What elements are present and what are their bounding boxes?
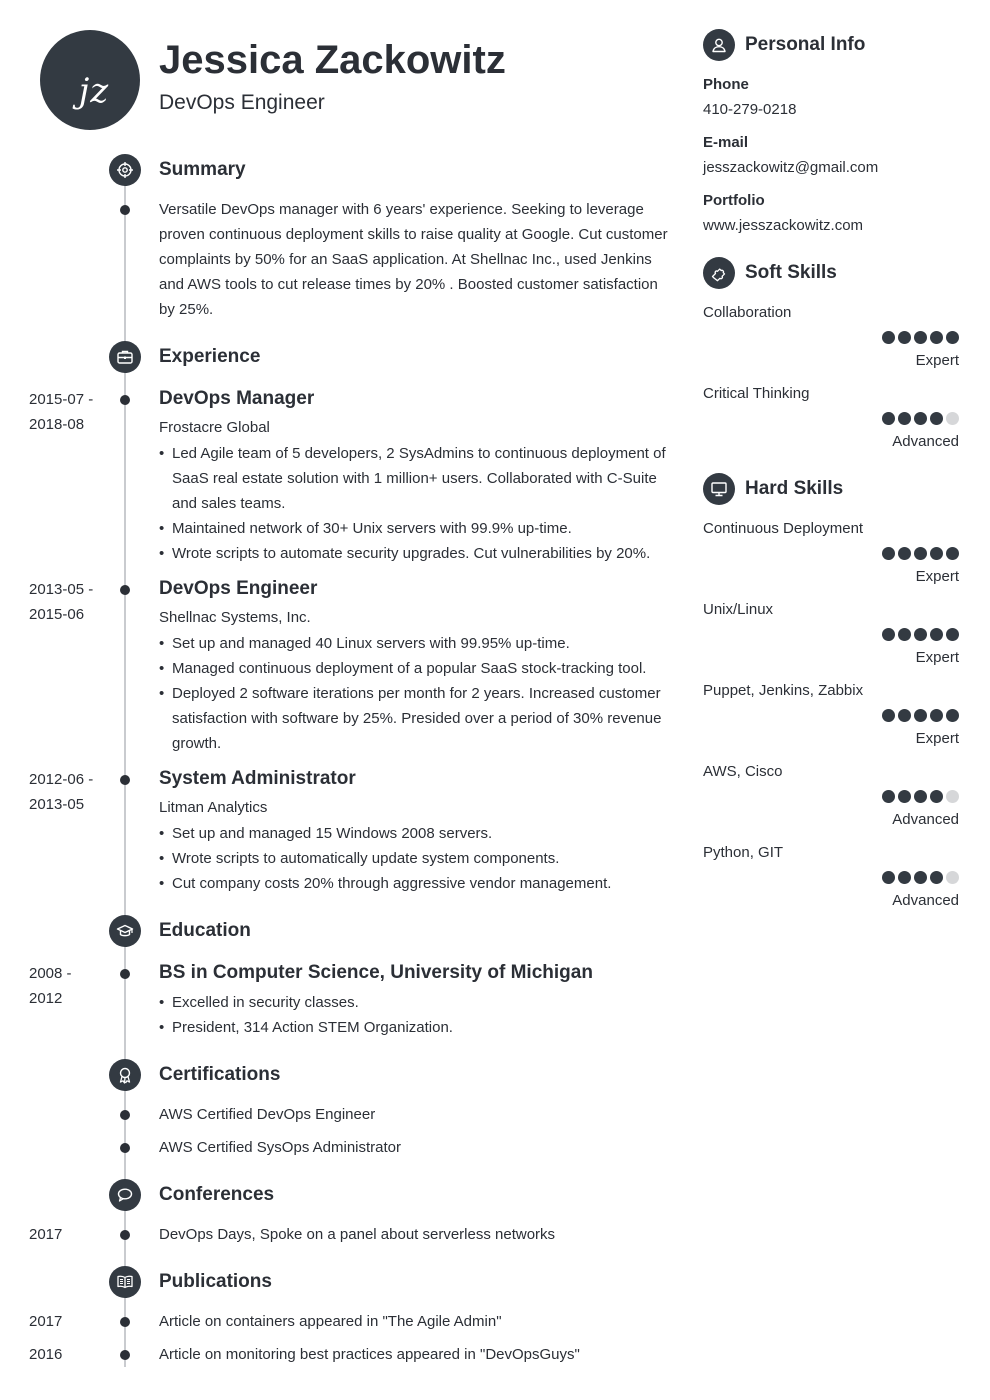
rating-dot-filled: [882, 790, 895, 803]
conference-date: 2017: [29, 1226, 63, 1243]
job-company: Litman Analytics: [159, 799, 268, 816]
skill-name: Critical Thinking: [703, 385, 810, 402]
timeline-dot: [120, 969, 130, 979]
rating-dot-filled: [914, 628, 927, 641]
open-book-icon: [109, 1266, 141, 1298]
rating-dot-filled: [898, 331, 911, 344]
skill-name: Collaboration: [703, 304, 792, 321]
rating-dot-filled: [882, 331, 895, 344]
list-item: • Excelled in security classes.: [159, 990, 669, 1015]
skill-level: Expert: [915, 649, 959, 666]
skill-name: AWS, Cisco: [703, 763, 783, 780]
skill-name: Unix/Linux: [703, 601, 774, 618]
list-item: • Set up and managed 40 Linux servers with 99.95% up-time.: [159, 631, 669, 656]
list-item: • President, 314 Action STEM Organization.: [159, 1015, 669, 1040]
list-item: • Wrote scripts to automate security upgrades. Cut vulnerabilities by 20%.: [159, 541, 669, 566]
rating-dot-filled: [898, 790, 911, 803]
timeline-dot: [120, 1110, 130, 1120]
rating-dot-filled: [946, 547, 959, 560]
rating-dot-filled: [898, 709, 911, 722]
rating-dot-filled: [930, 547, 943, 560]
rating-dot-filled: [882, 412, 895, 425]
timeline-dot: [120, 1143, 130, 1153]
job-bullets: [159, 821, 669, 896]
certifications-heading: Certifications: [159, 1064, 281, 1085]
publication-item: Article on containers appeared in "The Agile Admin": [159, 1313, 502, 1330]
date-start: 2012-06 -: [29, 771, 94, 788]
skill-level: Expert: [915, 352, 959, 369]
graduation-cap-icon: [109, 915, 141, 947]
rating-dot-filled: [914, 709, 927, 722]
skill-name: Python, GIT: [703, 844, 784, 861]
skill-rating: [882, 871, 959, 884]
skill-rating: [882, 709, 959, 722]
candidate-name: Jessica Zackowitz: [159, 38, 506, 82]
avatar-initials: jz: [78, 71, 110, 111]
job-company: Frostacre Global: [159, 419, 270, 436]
list-item: • Managed continuous deployment of a popular SaaS stock-tracking tool.: [159, 656, 669, 681]
skill-rating: [882, 331, 959, 344]
portfolio-value: www.jesszackowitz.com: [703, 217, 864, 234]
personal-info-heading: Personal Info: [745, 34, 866, 55]
skill-rating: [882, 547, 959, 560]
timeline-dot: [120, 395, 130, 405]
job-bullets: [159, 441, 669, 566]
education-bullets: [159, 990, 669, 1040]
rating-dot-empty: [946, 790, 959, 803]
summary-heading: Summary: [159, 159, 246, 180]
skill-level: Expert: [915, 568, 959, 585]
rating-dot-empty: [946, 412, 959, 425]
date-start: 2013-05 -: [29, 581, 94, 598]
timeline-dot: [120, 1350, 130, 1360]
rating-dot-filled: [946, 709, 959, 722]
education-date: [29, 961, 109, 1011]
skill-name: Continuous Deployment: [703, 520, 864, 537]
rating-dot-filled: [898, 547, 911, 560]
list-item: • Maintained network of 30+ Unix servers with 99.9% up-time.: [159, 516, 669, 541]
conferences-heading: Conferences: [159, 1184, 275, 1205]
date-end: 2015-06: [29, 606, 85, 623]
hard-skills-heading: Hard Skills: [745, 478, 844, 499]
skill-rating: [882, 412, 959, 425]
timeline-dot: [120, 775, 130, 785]
rating-dot-filled: [930, 709, 943, 722]
rating-dot-filled: [882, 709, 895, 722]
skill-level: Advanced: [892, 811, 959, 828]
list-item: • Cut company costs 20% through aggressive vendor management.: [159, 871, 669, 896]
list-item: • Deployed 2 software iterations per month for 2 years. Increased customer satisfaction with software by 25%. Presided over a period of 30% revenue growth.: [159, 681, 669, 756]
timeline-dot: [120, 205, 130, 215]
publication-date: 2016: [29, 1346, 63, 1363]
date-end: 2013-05: [29, 796, 85, 813]
list-item: • Wrote scripts to automatically update system components.: [159, 846, 669, 871]
rating-dot-filled: [882, 547, 895, 560]
certification-item: AWS Certified SysOps Administrator: [159, 1139, 402, 1156]
skill-level: Expert: [915, 730, 959, 747]
rating-dot-filled: [914, 547, 927, 560]
rating-dot-filled: [946, 331, 959, 344]
monitor-icon: [703, 473, 735, 505]
timeline-dot: [120, 585, 130, 595]
portfolio-label: Portfolio: [703, 192, 765, 209]
rating-dot-filled: [930, 412, 943, 425]
job-date: [29, 577, 109, 627]
skill-name: Puppet, Jenkins, Zabbix: [703, 682, 864, 699]
degree-title: BS in Computer Science, University of Michigan: [159, 962, 593, 983]
timeline-dot: [120, 1317, 130, 1327]
rating-dot-filled: [914, 331, 927, 344]
publication-item: Article on monitoring best practices appeared in "DevOpsGuys": [159, 1346, 580, 1363]
rating-dot-filled: [914, 790, 927, 803]
job-title: System Administrator: [159, 768, 356, 789]
award-ribbon-icon: [109, 1059, 141, 1091]
job-title: DevOps Engineer: [159, 578, 318, 599]
rating-dot-filled: [898, 628, 911, 641]
rating-dot-empty: [946, 871, 959, 884]
publication-date: 2017: [29, 1313, 63, 1330]
soft-skills-heading: Soft Skills: [745, 262, 837, 283]
rating-dot-filled: [882, 871, 895, 884]
rating-dot-filled: [914, 412, 927, 425]
puzzle-piece-icon: [703, 257, 735, 289]
job-date: [29, 387, 109, 437]
rating-dot-filled: [898, 871, 911, 884]
rating-dot-filled: [930, 871, 943, 884]
speech-bubble-icon: [109, 1179, 141, 1211]
rating-dot-filled: [930, 628, 943, 641]
list-item: • Set up and managed 15 Windows 2008 servers.: [159, 821, 669, 846]
candidate-title: DevOps Engineer: [159, 91, 325, 114]
timeline-dot: [120, 1230, 130, 1240]
date-end: 2018-08: [29, 416, 85, 433]
education-heading: Education: [159, 920, 251, 941]
publications-heading: Publications: [159, 1271, 272, 1292]
summary-text: Versatile DevOps manager with 6 years' experience. Seeking to leverage proven continuous deployment skills to raise quality at Google. Cut customer complaints by 50% for an SaaS application. At Shellnac Inc., used Jenkins and AWS tools to cut release times by 20% . Boosted customer satisfaction by 25%.: [159, 201, 668, 318]
date-start: 2015-07 -: [29, 391, 94, 408]
skill-level: Advanced: [892, 892, 959, 909]
briefcase-icon: [109, 341, 141, 373]
skill-rating: [882, 790, 959, 803]
job-date: [29, 767, 109, 817]
rating-dot-filled: [882, 628, 895, 641]
list-item: • Led Agile team of 5 developers, 2 SysAdmins to continuous deployment of SaaS real estate solution with 1 million+ users. Collaborated with C-Suite and sales teams.: [159, 441, 669, 516]
rating-dot-filled: [930, 790, 943, 803]
job-bullets: [159, 631, 669, 756]
experience-heading: Experience: [159, 346, 261, 367]
rating-dot-filled: [930, 331, 943, 344]
skill-level: Advanced: [892, 433, 959, 450]
skill-rating: [882, 628, 959, 641]
email-value: jesszackowitz@gmail.com: [703, 159, 879, 176]
target-icon: [109, 154, 141, 186]
email-label: E-mail: [703, 134, 749, 151]
avatar: [40, 30, 140, 130]
rating-dot-filled: [946, 628, 959, 641]
rating-dot-filled: [898, 412, 911, 425]
job-company: Shellnac Systems, Inc.: [159, 609, 311, 626]
job-title: DevOps Manager: [159, 388, 315, 409]
phone-label: Phone: [703, 76, 749, 93]
user-icon: [703, 29, 735, 61]
date-end: 2012: [29, 990, 63, 1007]
certification-item: AWS Certified DevOps Engineer: [159, 1106, 376, 1123]
rating-dot-filled: [914, 871, 927, 884]
phone-value: 410-279-0218: [703, 101, 797, 118]
conference-item: DevOps Days, Spoke on a panel about serverless networks: [159, 1226, 556, 1243]
date-start: 2008 -: [29, 965, 72, 982]
